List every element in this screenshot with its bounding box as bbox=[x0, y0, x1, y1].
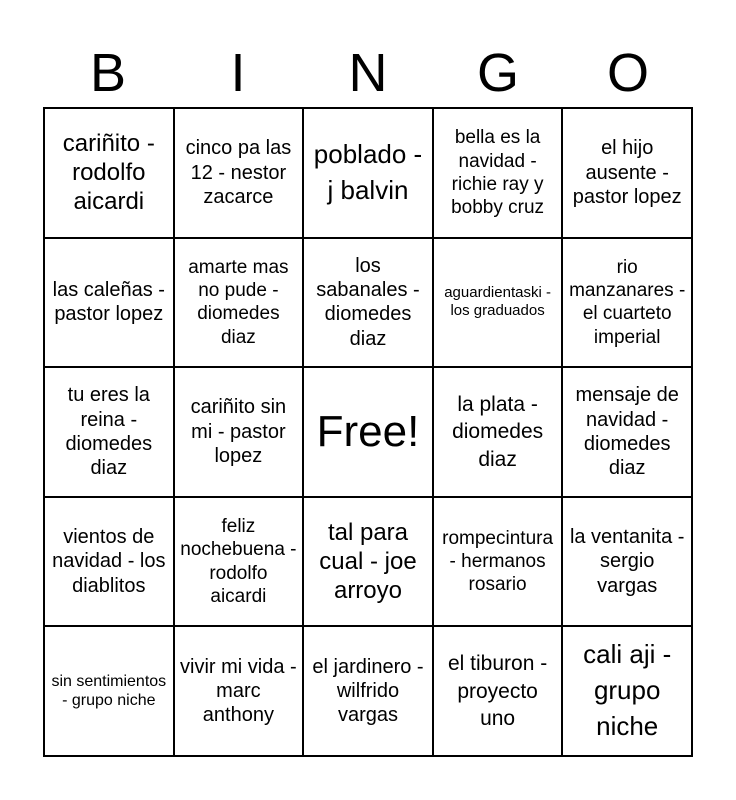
bingo-cell[interactable]: cariñito - rodolfo aicardi bbox=[44, 108, 174, 238]
bingo-cell[interactable]: sin sentimientos - grupo niche bbox=[44, 626, 174, 756]
bingo-cell[interactable]: mensaje de navidad - diomedes diaz bbox=[562, 367, 692, 497]
bingo-cell[interactable]: el hijo ausente - pastor lopez bbox=[562, 108, 692, 238]
bingo-cell[interactable]: el jardinero - wilfrido vargas bbox=[303, 626, 433, 756]
bingo-cell[interactable]: rio manzanares - el cuarteto imperial bbox=[562, 238, 692, 368]
bingo-cell[interactable]: bella es la navidad - richie ray y bobby cruz bbox=[433, 108, 563, 238]
header-letter-i: I bbox=[230, 43, 246, 103]
bingo-cell[interactable]: amarte mas no pude - diomedes diaz bbox=[174, 238, 304, 368]
bingo-cell[interactable]: la plata - diomedes diaz bbox=[433, 367, 563, 497]
bingo-cell[interactable]: tu eres la reina - diomedes diaz bbox=[44, 367, 174, 497]
bingo-cell[interactable]: cali aji - grupo niche bbox=[562, 626, 692, 756]
header-letter-n: N bbox=[348, 43, 388, 103]
bingo-cell[interactable]: cariñito sin mi - pastor lopez bbox=[174, 367, 304, 497]
header-letter-o: O bbox=[606, 43, 649, 103]
bingo-cell[interactable]: aguardientaski - los graduados bbox=[433, 238, 563, 368]
bingo-cell[interactable]: poblado - j balvin bbox=[303, 108, 433, 238]
bingo-cell[interactable]: la ventanita - sergio vargas bbox=[562, 497, 692, 627]
bingo-cell[interactable]: feliz nochebuena -rodolfo aicardi bbox=[174, 497, 304, 627]
header-letter-g: G bbox=[476, 43, 519, 103]
bingo-header bbox=[43, 40, 693, 106]
bingo-card bbox=[43, 107, 693, 757]
free-space[interactable]: Free! bbox=[303, 367, 433, 497]
bingo-cell[interactable]: rompecintura - hermanos rosario bbox=[433, 497, 563, 627]
bingo-cell[interactable]: tal para cual - joe arroyo bbox=[303, 497, 433, 627]
bingo-cell[interactable]: los sabanales - diomedes diaz bbox=[303, 238, 433, 368]
bingo-cell[interactable]: vientos de navidad - los diablitos bbox=[44, 497, 174, 627]
bingo-cell[interactable]: el tiburon - proyecto uno bbox=[433, 626, 563, 756]
bingo-cell[interactable]: las caleñas - pastor lopez bbox=[44, 238, 174, 368]
bingo-cell[interactable]: vivir mi vida - marc anthony bbox=[174, 626, 304, 756]
header-letter-b: B bbox=[89, 43, 127, 103]
bingo-cell[interactable]: cinco pa las 12 - nestor zacarce bbox=[174, 108, 304, 238]
